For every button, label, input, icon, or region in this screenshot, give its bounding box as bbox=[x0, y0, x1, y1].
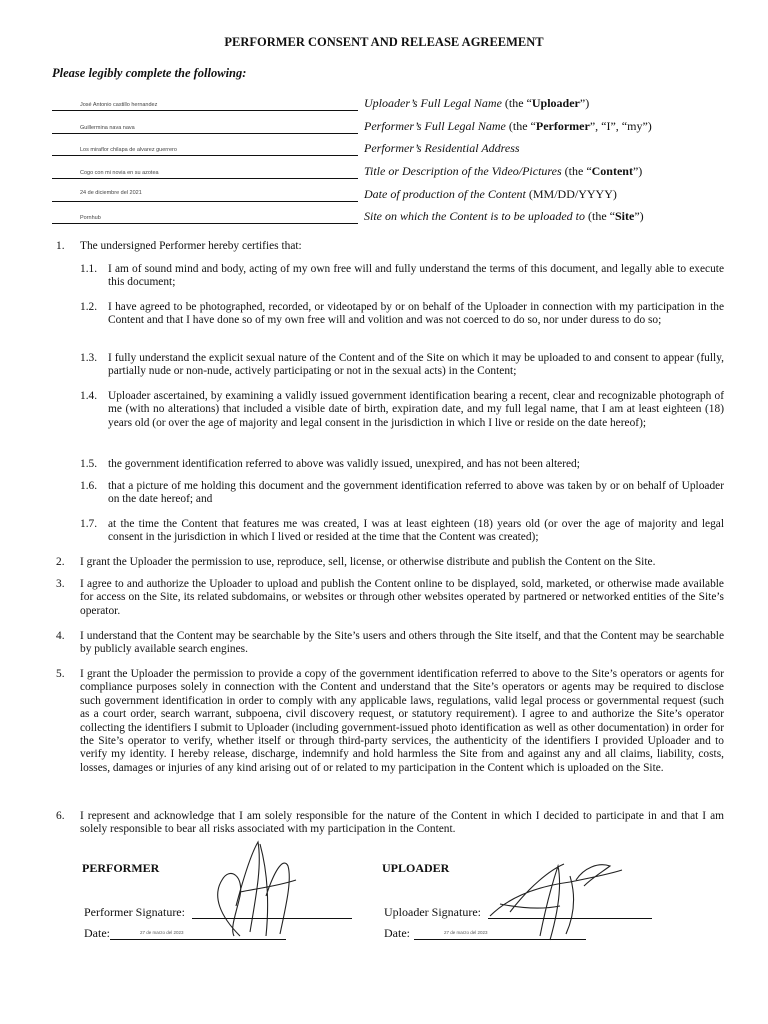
field-content-title[interactable] bbox=[52, 161, 732, 181]
clause-number: 1.2. bbox=[80, 301, 98, 313]
field-value[interactable]: Pornhub bbox=[80, 215, 101, 221]
clause-number: 1.3. bbox=[80, 352, 98, 364]
field-site[interactable] bbox=[52, 206, 732, 226]
field-value[interactable]: José Antonio castillo hernandez bbox=[80, 102, 158, 108]
uploader-heading: UPLOADER bbox=[382, 861, 450, 875]
clause-number: 3. bbox=[56, 578, 65, 590]
field-label bbox=[364, 141, 520, 156]
document-subtitle: Please legibly complete the following: bbox=[52, 66, 247, 80]
performer-signature-label: Performer Signature: bbox=[84, 905, 185, 919]
clause-number: 1.7. bbox=[80, 518, 98, 530]
field-label-bold: Site bbox=[614, 209, 635, 223]
field-label-rest: ”, “I”, “my”) bbox=[589, 119, 652, 133]
field-label-italic: Date of production of the Content bbox=[364, 187, 526, 201]
field-production-date[interactable] bbox=[52, 184, 732, 204]
field-label-italic: Title or Description of the Video/Pictures bbox=[364, 164, 562, 178]
field-label bbox=[364, 164, 642, 179]
field-label-bold: Performer bbox=[535, 119, 590, 133]
uploader-date-value[interactable]: 27 de marzo del 2023 bbox=[444, 930, 488, 935]
clause-1-text: The undersigned Performer hereby certifies that: bbox=[80, 240, 302, 252]
field-label-rest: (the “ bbox=[561, 164, 592, 178]
clause-number: 6. bbox=[56, 810, 65, 822]
clause-number: 1.5. bbox=[80, 458, 98, 470]
performer-date-label: Date: bbox=[84, 926, 110, 940]
field-label-rest: (MM/DD/YYYY) bbox=[525, 187, 617, 201]
field-uploader-name[interactable] bbox=[52, 93, 732, 113]
field-label bbox=[364, 187, 617, 202]
field-label-rest: ”) bbox=[634, 209, 644, 223]
clause-2-text: I grant the Uploader the permission to use, reproduce, sell, license, or otherwise distribute and publish the Content on the Site. bbox=[80, 556, 656, 568]
document-title: PERFORMER CONSENT AND RELEASE AGREEMENT bbox=[224, 35, 544, 49]
field-label-rest: (the “ bbox=[505, 119, 536, 133]
field-label-rest: (the “ bbox=[501, 96, 532, 110]
clause-3-text: I agree to and authorize the Uploader to upload and publish the Content online to be displayed, sold, marketed, or otherwise made available for access on the Site, its related subdomains, or websites or through other websites operated by partnered or networked entities of the Site’s operator. bbox=[80, 578, 724, 617]
clause-number: 5. bbox=[56, 668, 65, 680]
field-value[interactable]: Cogo con mi novia en su azotea bbox=[80, 170, 159, 176]
field-performer-address[interactable] bbox=[52, 138, 732, 158]
field-value[interactable]: Guillermina nava nava bbox=[80, 125, 135, 131]
uploader-signature-label: Uploader Signature: bbox=[384, 905, 481, 919]
field-performer-name[interactable] bbox=[52, 116, 732, 136]
performer-signature-line[interactable] bbox=[192, 918, 352, 919]
clause-1-3-text: I fully understand the explicit sexual nature of the Content and of the Site on which it may be uploaded to and consent to appear (fully, partially nude or non-nude, actively participating or not in the sexual acts) in the Content; bbox=[108, 352, 724, 378]
uploader-date-line[interactable] bbox=[414, 939, 586, 940]
field-label-italic: Performer’s Residential Address bbox=[364, 141, 520, 155]
field-value[interactable]: 24 de diciembre del 2021 bbox=[80, 190, 142, 196]
clause-1-2-text: I have agreed to be photographed, recorded, or videotaped by or on behalf of the Uploader in connection with my participation in the Content and that I have done so of my own free will and volition and was not coerced to do so, nor under duress to do so; bbox=[108, 301, 724, 327]
clause-5-text: I grant the Uploader the permission to provide a copy of the government identification referred to above to the Site’s operators or agents for compliance purposes solely in connection with the Content and understand that the Site’s operators or agents may be required to disclose such government identification in order to comply with any applicable laws, regulations, valid legal process or governmental request (such as a court order, search warrant, subpoena, civil discovery request, or statutory requirement). I agree to and authorize the Site’s operator collecting the identifiers I submit to Uploader (including government-issued photo identification as well as other documentation) in order for the Site’s operator to verify, whether itself or through third-party services, the authenticity of the identifiers I provided Uploader and to verify my identity. I hereby release, discharge, indemnify and hold harmless the Site from and against any and all claims, liability, costs, losses, damages or injuries of any kind arising out of or related to my participation in the Content which is uploaded on the Site. bbox=[80, 668, 724, 774]
field-label-italic: Site on which the Content is to be uploaded to bbox=[364, 209, 585, 223]
field-label bbox=[364, 209, 644, 224]
clause-number: 1. bbox=[56, 240, 65, 252]
field-label bbox=[364, 119, 652, 134]
clause-1-4-text: Uploader ascertained, by examining a validly issued government identification bearing a recent, clear and recognizable photograph of me (with no alterations) that included a visible date of birth, expiration date, and my full legal name, that I am at least eighteen (18) years old (or over the age of majority and legal consent in the jurisdiction in which I live or reside on the date hereof); bbox=[108, 390, 724, 429]
field-label-italic: Uploader’s Full Legal Name bbox=[364, 96, 502, 110]
uploader-signature-line[interactable] bbox=[488, 918, 652, 919]
uploader-signature-image bbox=[480, 856, 630, 946]
field-label-bold: Uploader bbox=[531, 96, 580, 110]
clause-number: 1.6. bbox=[80, 480, 98, 492]
performer-date-line[interactable] bbox=[110, 939, 286, 940]
field-label bbox=[364, 96, 589, 111]
clause-1-7-text: at the time the Content that features me was created, I was at least eighteen (18) years old (or over the age of majority and legal consent in the jurisdiction in which I lived or resided at the time that the Content was created); bbox=[108, 518, 724, 544]
field-label-rest: (the “ bbox=[584, 209, 615, 223]
clause-4-text: I understand that the Content may be searchable by the Site’s users and others through the Site itself, and that the Content may be searchable by publicly available search engines. bbox=[80, 630, 724, 656]
field-label-rest: ”) bbox=[579, 96, 590, 110]
clause-6-text: I represent and acknowledge that I am solely responsible for the nature of the Content in which I decided to participate in and that I am solely responsible to bear all risks associated with my participation in the Content. bbox=[80, 810, 724, 836]
clause-number: 4. bbox=[56, 630, 65, 642]
clause-number: 2. bbox=[56, 556, 65, 568]
field-value[interactable]: Los miraflor chilapa de alvarez guerrero bbox=[80, 147, 177, 153]
clause-1-6-text: that a picture of me holding this document and the government identification referred to above was taken by or on behalf of Uploader on the date hereof; and bbox=[108, 480, 724, 506]
performer-heading: PERFORMER bbox=[82, 861, 160, 875]
field-label-rest: ”) bbox=[632, 164, 643, 178]
field-label-italic: Performer’s Full Legal Name bbox=[364, 119, 506, 133]
performer-date-value[interactable]: 27 de marzo del 2023 bbox=[140, 930, 184, 935]
field-label-bold: Content bbox=[591, 164, 633, 178]
performer-signature-image bbox=[200, 836, 320, 946]
clause-number: 1.1. bbox=[80, 263, 98, 275]
uploader-date-label: Date: bbox=[384, 926, 410, 940]
clause-1-1-text: I am of sound mind and body, acting of my own free will and fully understand the terms of this document, and legally able to execute this document; bbox=[108, 263, 724, 289]
clause-1-5-text: the government identification referred to above was validly issued, unexpired, and has not been altered; bbox=[108, 458, 580, 470]
clause-number: 1.4. bbox=[80, 390, 98, 402]
